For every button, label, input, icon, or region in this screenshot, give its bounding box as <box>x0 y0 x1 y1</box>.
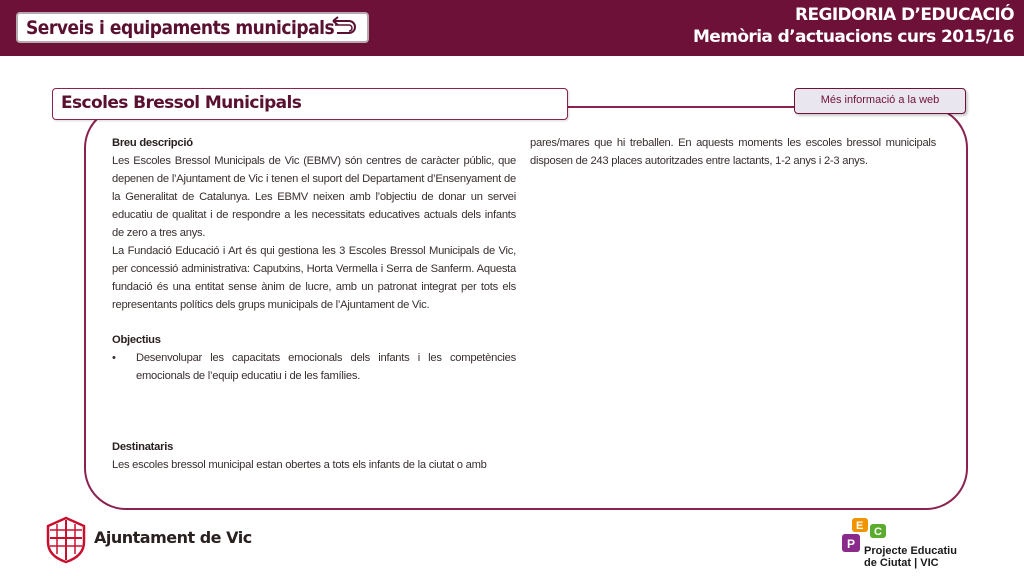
page-title: Escoles Bressol Municipals <box>61 93 302 113</box>
description-heading: Breu descripció <box>112 137 193 149</box>
objective-text: Desenvolupar les capacitats emocionals dels infants i les competències emocionals de l’equip educatiu i de les famílies. <box>136 352 516 382</box>
pec-line-2: de Ciutat | VIC <box>864 557 939 569</box>
pec-letter-c: C <box>874 526 882 538</box>
header-regidoria: REGIDORIA D’EDUCACIÓ <box>794 5 1014 25</box>
pec-letter-p: P <box>847 537 856 551</box>
objectives-heading: Objectius <box>112 334 161 346</box>
objective-item <box>112 349 516 385</box>
description-paragraph-2: La Fundació Educació i Art és qui gestiona les 3 Escoles Bressol Municipals de Vic, per concessió administrativa: Caputxins, Horta Vermella i Serra de Sanferm. Aquesta fundació és una entitat sense ànim de lucre, amb un patronat integrat per tots els representants polítics dels grups municipals de l’Ajuntament de Vic. <box>112 245 516 311</box>
recipients-text: Les escoles bressol municipal estan obertes a tots els infants de la ciutat o amb <box>112 459 487 471</box>
section-title-box <box>16 12 369 43</box>
pec-letter-e: E <box>856 520 864 532</box>
left-column <box>112 134 516 474</box>
vic-logo-text: Ajuntament de Vic <box>94 528 252 547</box>
recipients-heading: Destinataris <box>112 441 174 453</box>
description-paragraph-1: Les Escoles Bressol Municipals de Vic (EBMV) són centres de caràcter públic, que depenen de l’Ajuntament de Vic i tenen el suport del Departament d’Ensenyament de la Generalitat de Catalunya. Les EBMV neixen amb l’objectiu de donar un servei educatiu de qualitat i de respondre a les necessitats educatives actuals dels infants de zero a tres anys. <box>112 155 516 239</box>
page-title-box <box>52 88 568 120</box>
vic-coat-of-arms-icon <box>44 516 88 564</box>
header-bar <box>0 0 1024 56</box>
pec-line-1: Projecte Educatiu <box>864 545 957 557</box>
right-column-text: pares/mares que hi treballen. En aquests moments les escoles bressol municipals disposen de 243 places autoritzades entre lactants, 1-2 anys i 2-3 anys. <box>530 137 936 167</box>
pec-logo-text <box>864 545 957 569</box>
header-org-title <box>693 4 1014 48</box>
bullet-icon: • <box>112 352 116 364</box>
back-arrow-icon[interactable] <box>329 15 359 41</box>
header-memoria: Memòria d’actuacions curs 2015/16 <box>692 27 1014 47</box>
right-column <box>530 134 936 170</box>
more-info-button[interactable]: Més informació a la web <box>794 88 966 114</box>
section-title: Serveis i equipaments municipals <box>26 17 335 39</box>
